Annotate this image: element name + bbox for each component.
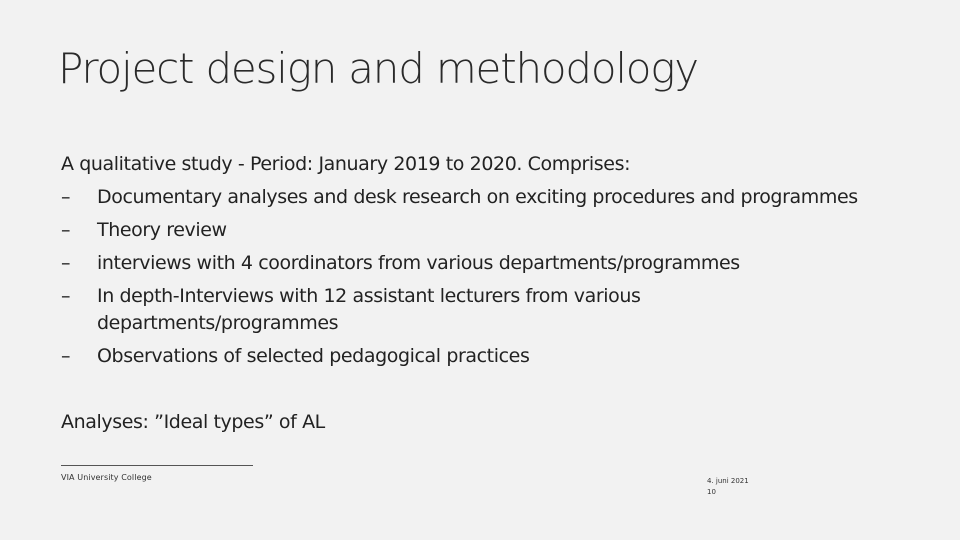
list-item — [61, 247, 921, 280]
intro-text: A qualitative study - Period: January 2019 to 2020. Comprises: — [61, 153, 631, 175]
bullet-text: Documentary analyses and desk research on exciting procedures and programmes — [97, 186, 858, 208]
bullet-dash: – — [61, 219, 71, 241]
footer-organization: VIA University College — [61, 473, 152, 482]
footer-meta — [707, 476, 749, 498]
list-item — [61, 181, 921, 214]
bullet-text: Theory review — [97, 219, 227, 241]
list-item — [61, 214, 921, 247]
slide-title: Project design and methodology — [58, 44, 698, 93]
bullet-text: Observations of selected pedagogical practices — [97, 345, 530, 367]
list-item — [61, 280, 921, 340]
bullet-dash: – — [61, 252, 71, 274]
list-item — [61, 340, 921, 373]
footer-divider — [61, 465, 253, 466]
bullet-text: interviews with 4 coordinators from various departments/programmes — [97, 252, 740, 274]
footer-date: 4. juni 2021 — [707, 477, 749, 485]
page-number: 10 — [707, 488, 716, 496]
analyses-text: Analyses: ”Ideal types” of AL — [61, 411, 325, 433]
bullet-dash: – — [61, 186, 71, 208]
slide-body — [61, 148, 921, 439]
bullet-text: In depth-Interviews with 12 assistant lecturers from various departments/programmes — [97, 285, 641, 334]
bullet-dash: – — [61, 345, 71, 367]
bullet-dash: – — [61, 285, 71, 307]
bullet-list — [61, 181, 921, 373]
